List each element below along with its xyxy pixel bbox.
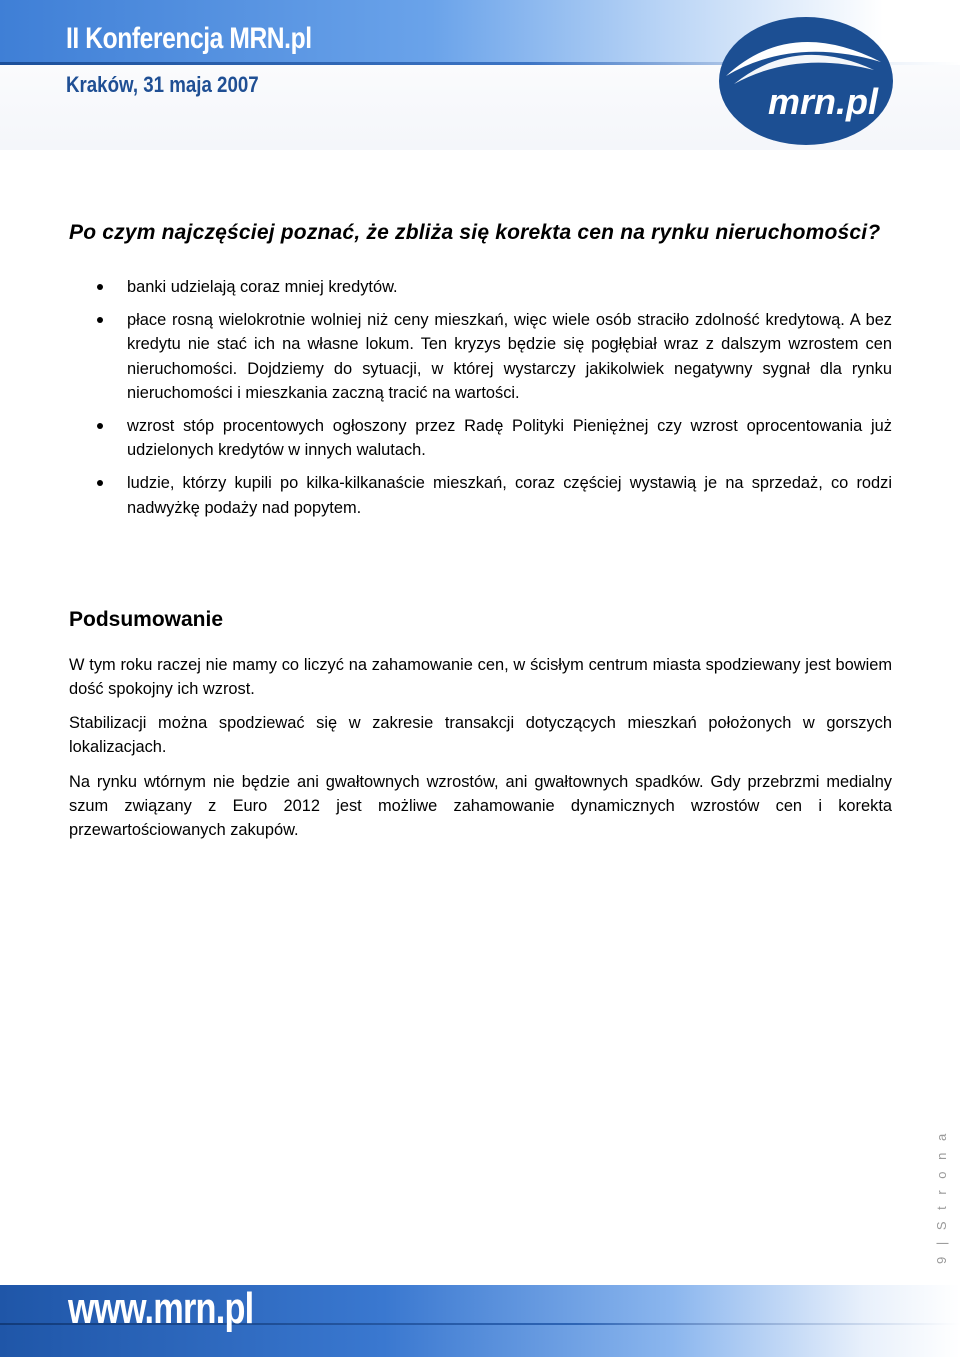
list-item-text: banki udzielają coraz mniej kredytów.: [127, 278, 398, 296]
paragraph: W tym roku raczej nie mamy co liczyć na zahamowanie cen, w ścisłym centrum miasta spodziewany jest bowiem dość spokojny ich wzrost.: [69, 655, 892, 699]
question-heading: Po czym najczęściej poznać, że zbliża się korekta cen na rynku nieruchomości?: [69, 221, 881, 244]
bullet-icon: [97, 317, 103, 323]
footer-url: www.mrn.pl: [68, 1284, 254, 1333]
conference-date: Kraków, 31 maja 2007: [66, 72, 259, 97]
bullet-icon: [97, 423, 103, 429]
page-header: [0, 0, 960, 150]
section-title-summary: Podsumowanie: [69, 607, 224, 631]
mrn-logo: [716, 14, 896, 148]
list-item-text: płace rosną wielokrotnie wolniej niż ceny mieszkań, więc wiele osób straciło zdolność kredytową. A bez kredytu nie stać ich na własne lokum. Ten kryzys będzie się pogłębiał wraz z dalszym wzrostem cen nieruchomości. Dojdziemy do sytuacji, w której wystarczy jakikolwiek negatywny sygnał dla rynku nieruchomości i mieszkania zaczną tracić na wartości.: [127, 311, 892, 402]
bullet-icon: [97, 480, 103, 486]
page-number: 9 | S t r o n a: [934, 1129, 949, 1264]
paragraph: Na rynku wtórnym nie będzie ani gwałtownych wzrostów, ani gwałtownych spadków. Gdy przebrzmi medialny szum związany z Euro 2012 jest możliwe zahamowanie dynamicznych wzrostów cen i korekta przewartościowanych zakupów.: [69, 772, 892, 840]
bullet-list: [69, 275, 892, 520]
list-item: [69, 414, 892, 462]
list-item: [69, 275, 892, 299]
list-item-text: wzrost stóp procentowych ogłoszony przez Radę Polityki Pieniężnej czy wzrost oprocentowania już udzielonych kredytów w innych walutach.: [127, 417, 892, 460]
paragraph: Stabilizacji można spodziewać się w zakresie transakcji dotyczących mieszkań położonych w gorszych lokalizacjach.: [69, 714, 892, 757]
logo-text: mrn.pl: [768, 81, 879, 122]
conference-title: II Konferencja MRN.pl: [66, 22, 312, 55]
bullet-icon: [97, 284, 103, 290]
list-item-text: ludzie, którzy kupili po kilka-kilkanaście mieszkań, coraz częściej wystawią je na sprzedaż, co rodzi nadwyżkę podaży nad popytem.: [127, 474, 892, 517]
list-item: [69, 308, 892, 405]
list-item: [69, 471, 892, 519]
main-content: [69, 220, 892, 842]
